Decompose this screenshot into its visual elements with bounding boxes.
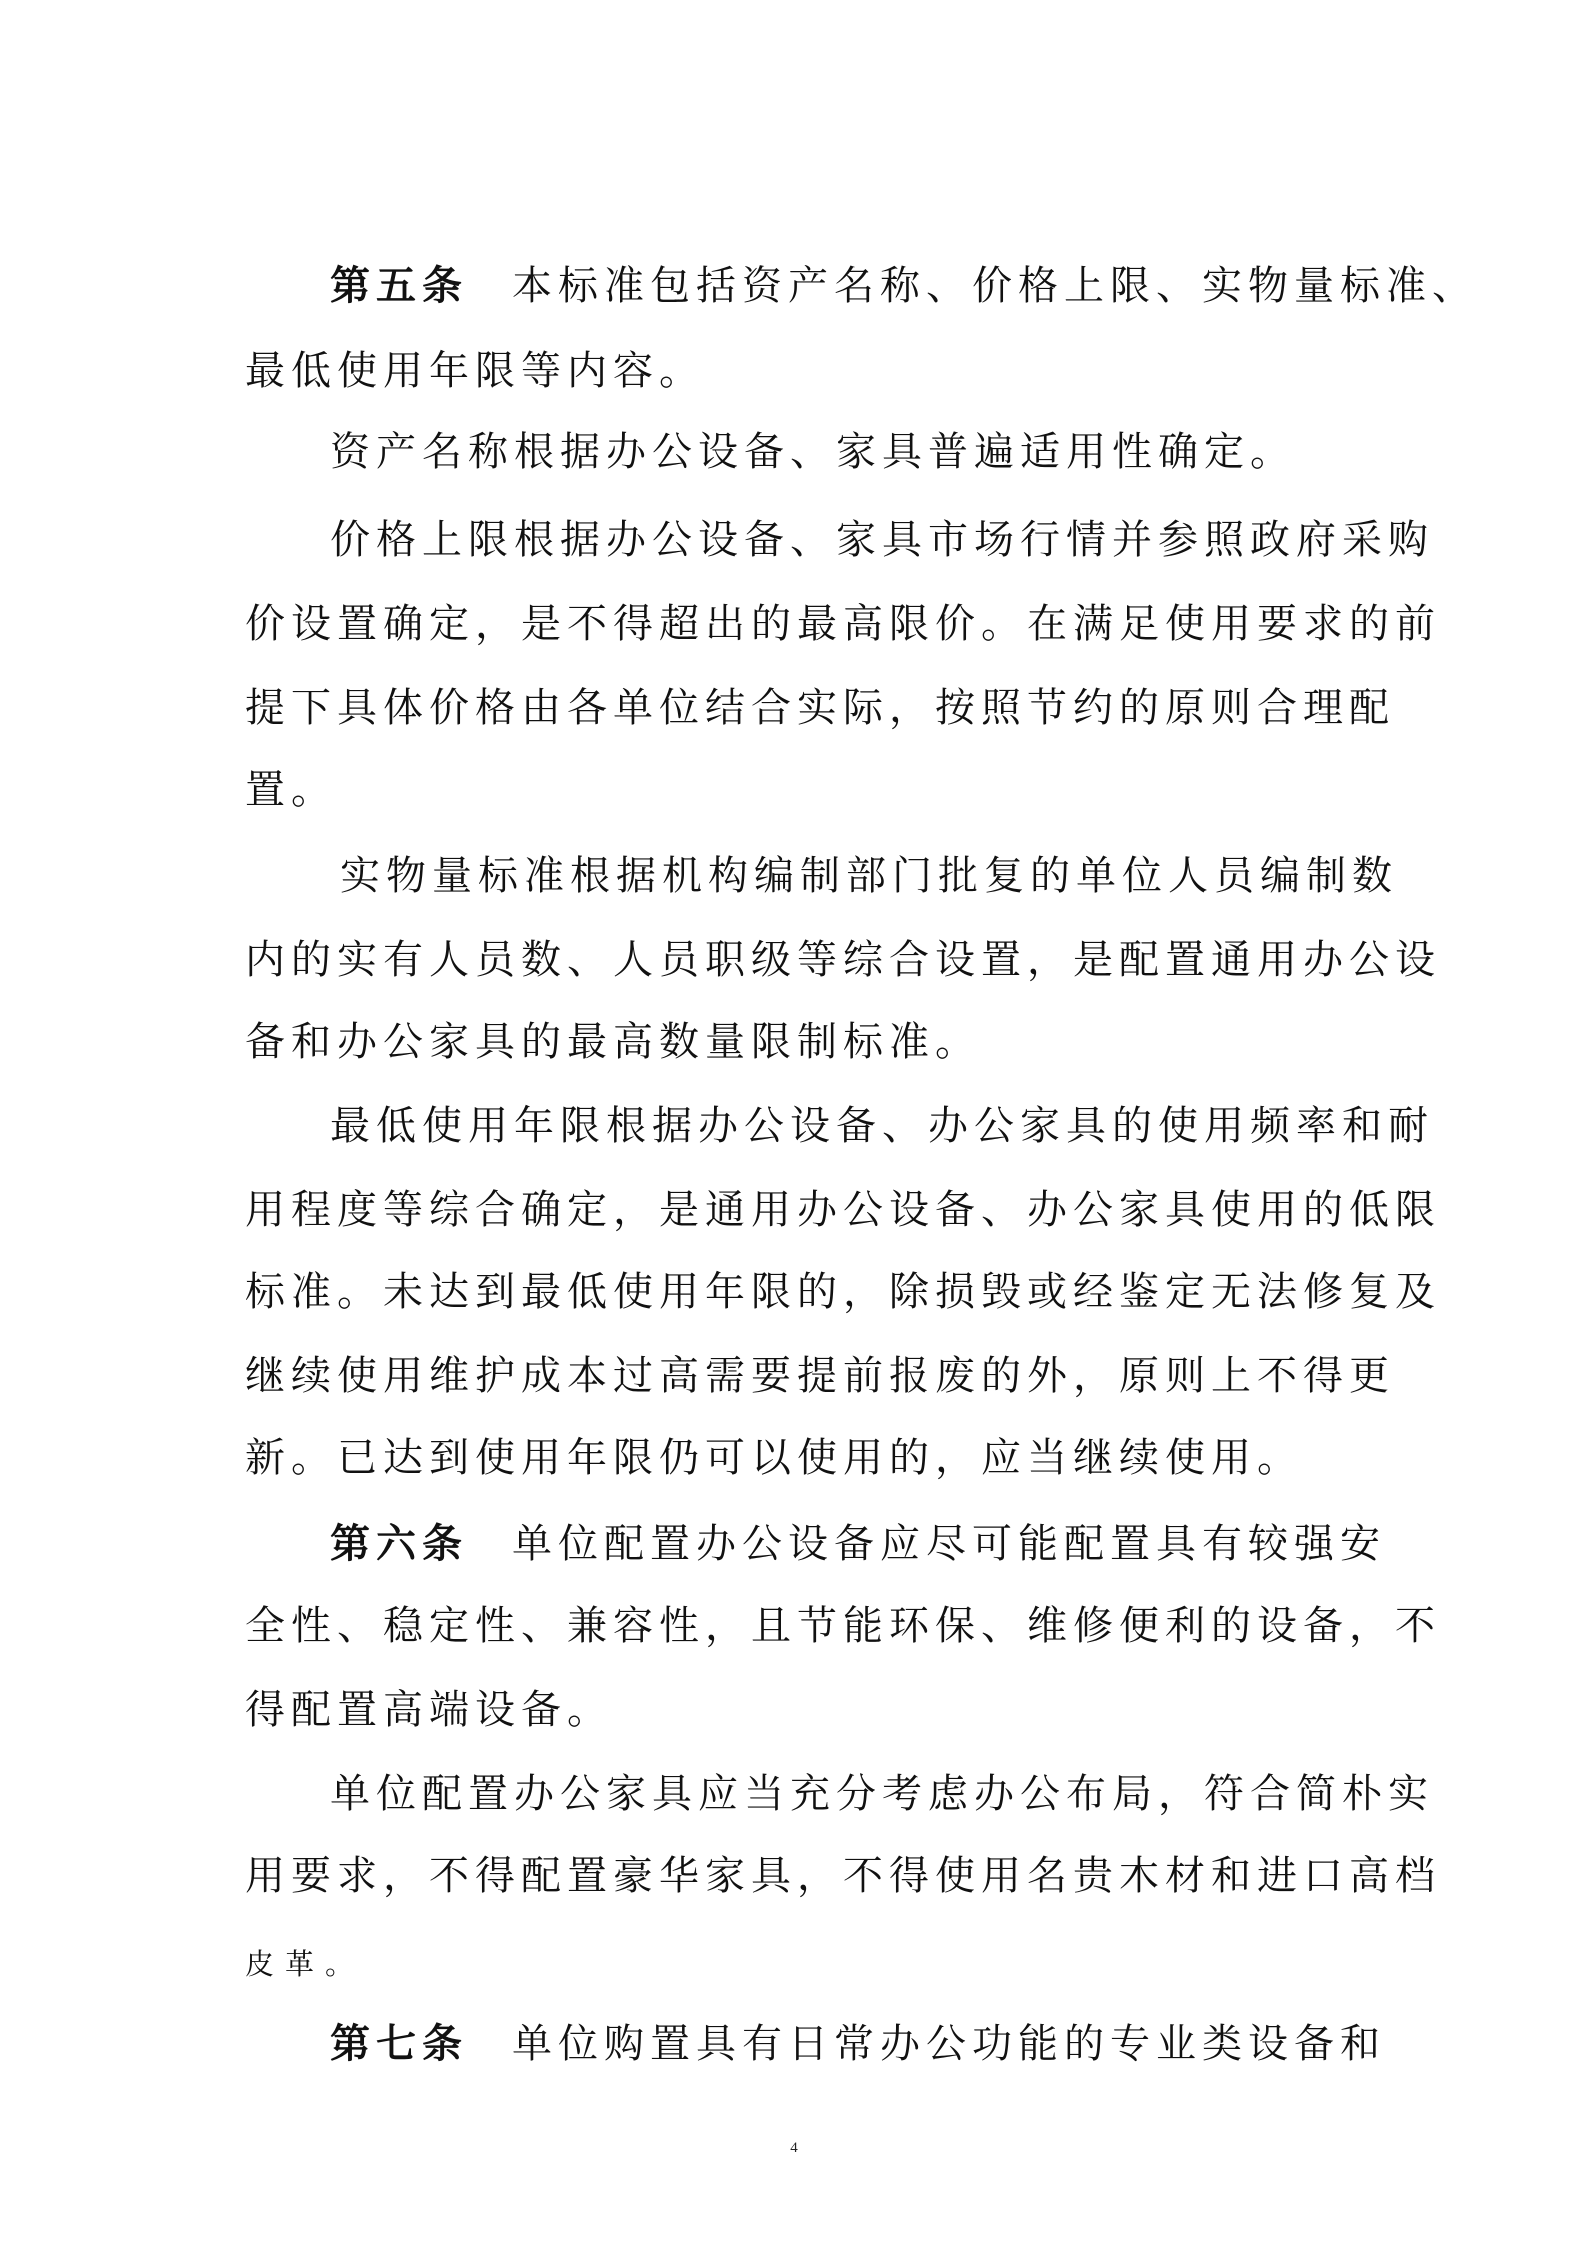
paragraph-line [330,262,1478,310]
paragraph-line: 标准。未达到最低使用年限的，除损毁或经鉴定无法修复及 [245,1269,1441,1315]
paragraph-line: 资产名称根据办公设备、家具普遍适用性确定。 [330,429,1296,475]
paragraph-line: 价设置确定，是不得超出的最高限价。在满足使用要求的前 [245,601,1441,647]
paragraph-line: 实物量标准根据机构编制部门批复的单位人员编制数 [340,853,1398,899]
paragraph-line: 置。 [245,767,337,813]
paragraph-line: 备和办公家具的最高数量限制标准。 [245,1019,981,1065]
article-heading: 第五条 [330,262,468,309]
paragraph-line: 最低使用年限等内容。 [245,348,705,394]
article-heading: 第六条 [330,1520,468,1567]
paragraph-line: 内的实有人员数、人员职级等综合设置，是配置通用办公设 [245,937,1441,983]
paragraph-line: 用要求，不得配置豪华家具，不得使用名贵木材和进口高档 [245,1853,1441,1899]
paragraph-line: 皮革。 [245,1947,366,1981]
page-number: 4 [790,2140,798,2156]
paragraph-line: 最低使用年限根据办公设备、办公家具的使用频率和耐 [330,1103,1434,1149]
article-heading: 第七条 [330,2020,468,2067]
paragraph-line: 继续使用维护成本过高需要提前报废的外，原则上不得更 [245,1353,1395,1399]
line-text: 单位配置办公设备应尽可能配置具有较强安 [512,1521,1386,1567]
paragraph-line: 得配置高端设备。 [245,1687,613,1733]
paragraph-line: 提下具体价格由各单位结合实际，按照节约的原则合理配 [245,685,1395,731]
paragraph-line [330,2020,1386,2068]
paragraph-line: 全性、稳定性、兼容性，且节能环保、维修便利的设备，不 [245,1603,1441,1649]
paragraph-line: 单位配置办公家具应当充分考虑办公布局，符合简朴实 [330,1771,1434,1817]
line-text: 单位购置具有日常办公功能的专业类设备和 [512,2021,1386,2067]
paragraph-line: 用程度等综合确定，是通用办公设备、办公家具使用的低限 [245,1187,1441,1233]
paragraph-line [330,1520,1386,1568]
paragraph-line: 新。已达到使用年限仍可以使用的，应当继续使用。 [245,1435,1303,1481]
paragraph-line: 价格上限根据办公设备、家具市场行情并参照政府采购 [330,517,1434,563]
line-text: 本标准包括资产名称、价格上限、实物量标准、 [512,263,1478,309]
